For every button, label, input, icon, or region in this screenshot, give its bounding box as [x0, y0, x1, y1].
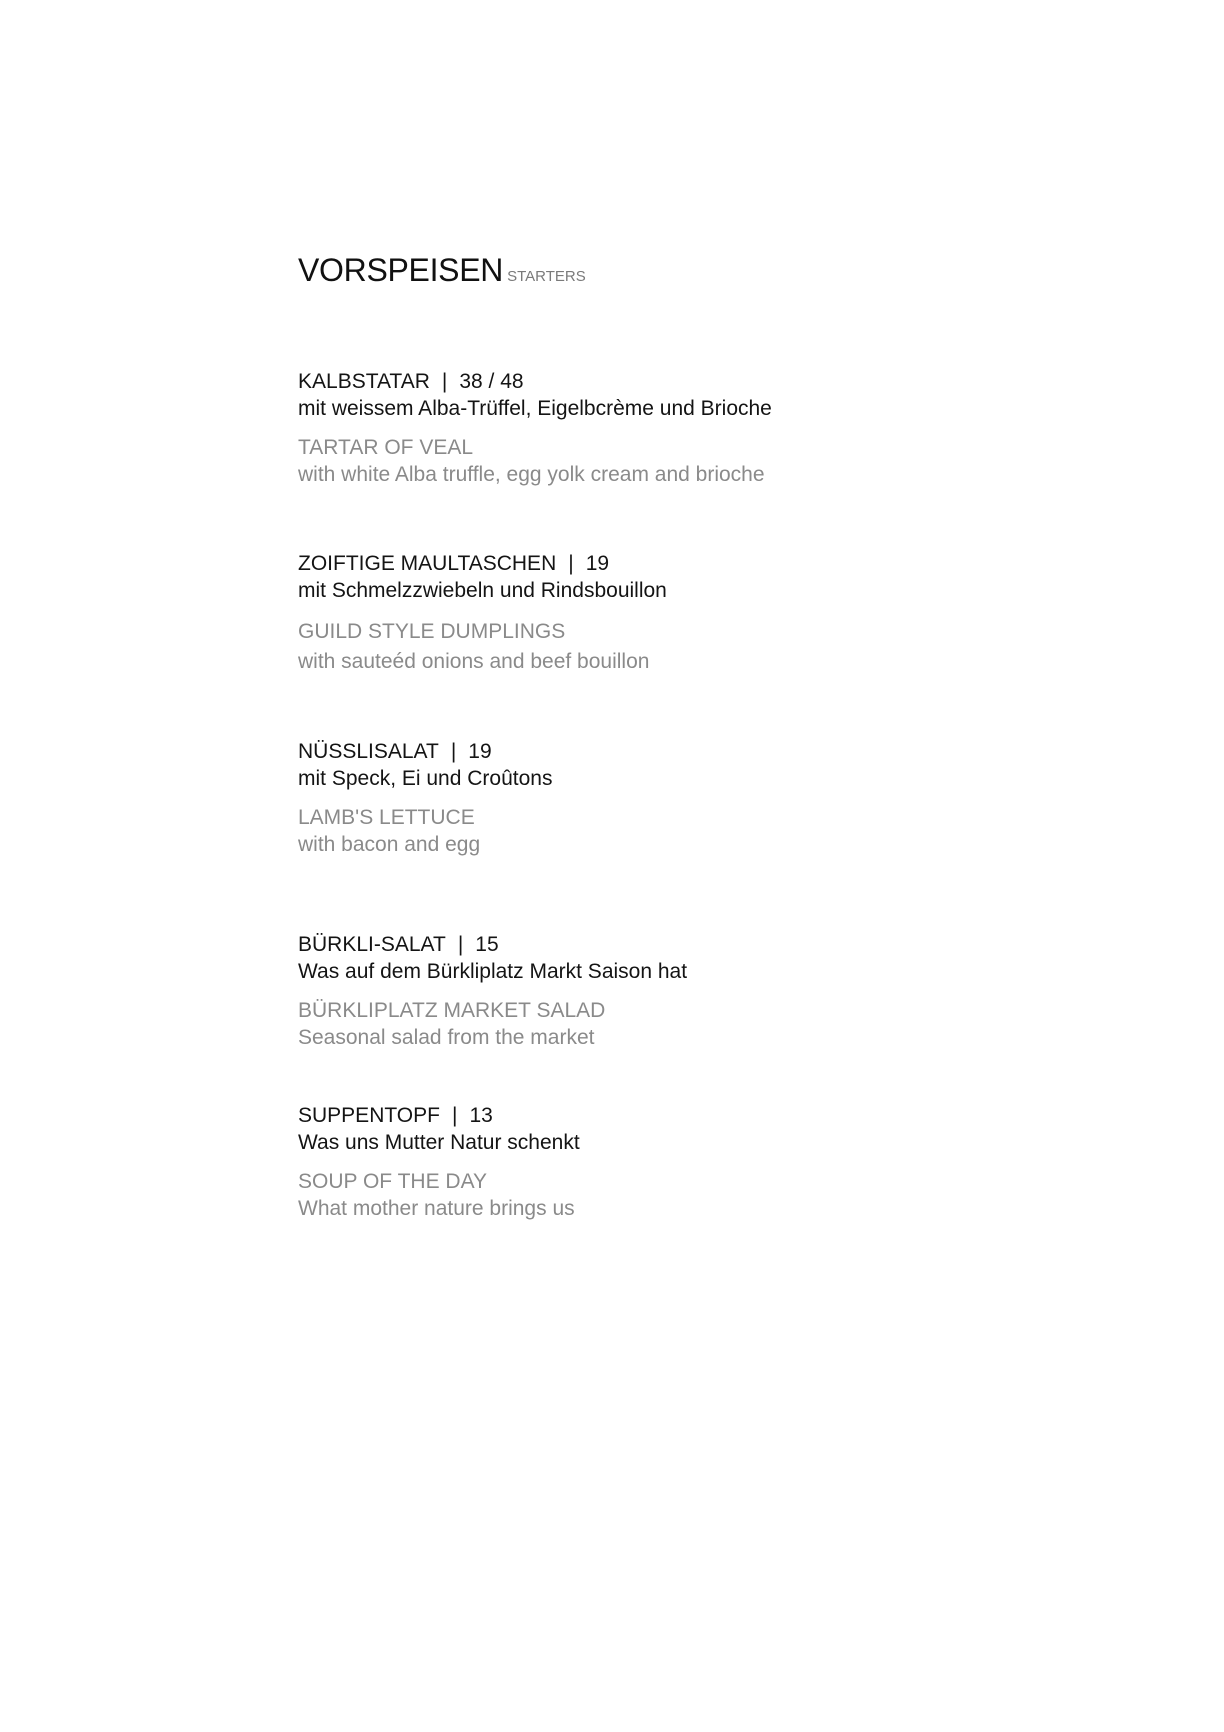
item-name-de: NÜSSLISALAT [298, 740, 439, 763]
price-separator: | [451, 1104, 458, 1127]
item-name-de: KALBSTATAR [298, 370, 430, 393]
item-name-en: BÜRKLIPLATZ MARKET SALAD [298, 999, 606, 1022]
item-title-de [298, 370, 524, 394]
price-separator: | [457, 933, 464, 956]
section-title: VORSPEISEN [298, 252, 504, 288]
item-name-en: LAMB'S LETTUCE [298, 806, 475, 829]
item-desc-de: mit Speck, Ei und Croûtons [298, 767, 553, 790]
item-desc-de: Was auf dem Bürkliplatz Markt Saison hat [298, 960, 688, 983]
item-price: 13 [469, 1104, 493, 1127]
item-name-de: SUPPENTOPF [298, 1104, 440, 1127]
item-price: 38 / 48 [459, 370, 524, 393]
item-name-de: BÜRKLI-SALAT [298, 933, 446, 956]
item-name-en: SOUP OF THE DAY [298, 1170, 488, 1193]
item-desc-en: Seasonal salad from the market [298, 1026, 595, 1049]
item-desc-de: mit weissem Alba-Trüffel, Eigelbcrème und Brioche [298, 397, 772, 420]
price-separator: | [441, 370, 448, 393]
item-title-de [298, 933, 499, 957]
item-name-de: ZOIFTIGE MAULTASCHEN [298, 552, 557, 575]
item-desc-de: Was uns Mutter Natur schenkt [298, 1131, 580, 1154]
item-price: 19 [468, 740, 492, 763]
item-desc-en: with sauteéd onions and beef bouillon [298, 650, 650, 673]
item-desc-en: with white Alba truffle, egg yolk cream and brioche [298, 463, 765, 486]
section-heading [298, 252, 586, 289]
item-price: 15 [475, 933, 499, 956]
item-title-de [298, 552, 609, 576]
item-title-de [298, 1104, 493, 1128]
item-name-en: GUILD STYLE DUMPLINGS [298, 620, 566, 643]
section-subtitle: STARTERS [507, 268, 586, 285]
price-separator: | [568, 552, 574, 575]
item-desc-en: with bacon and egg [298, 833, 481, 856]
item-title-de [298, 740, 492, 764]
item-price: 19 [585, 552, 610, 575]
item-desc-de: mit Schmelzzwiebeln und Rindsbouillon [298, 579, 667, 602]
item-desc-en: What mother nature brings us [298, 1197, 575, 1220]
price-separator: | [450, 740, 457, 763]
item-name-en: TARTAR OF VEAL [298, 436, 474, 459]
